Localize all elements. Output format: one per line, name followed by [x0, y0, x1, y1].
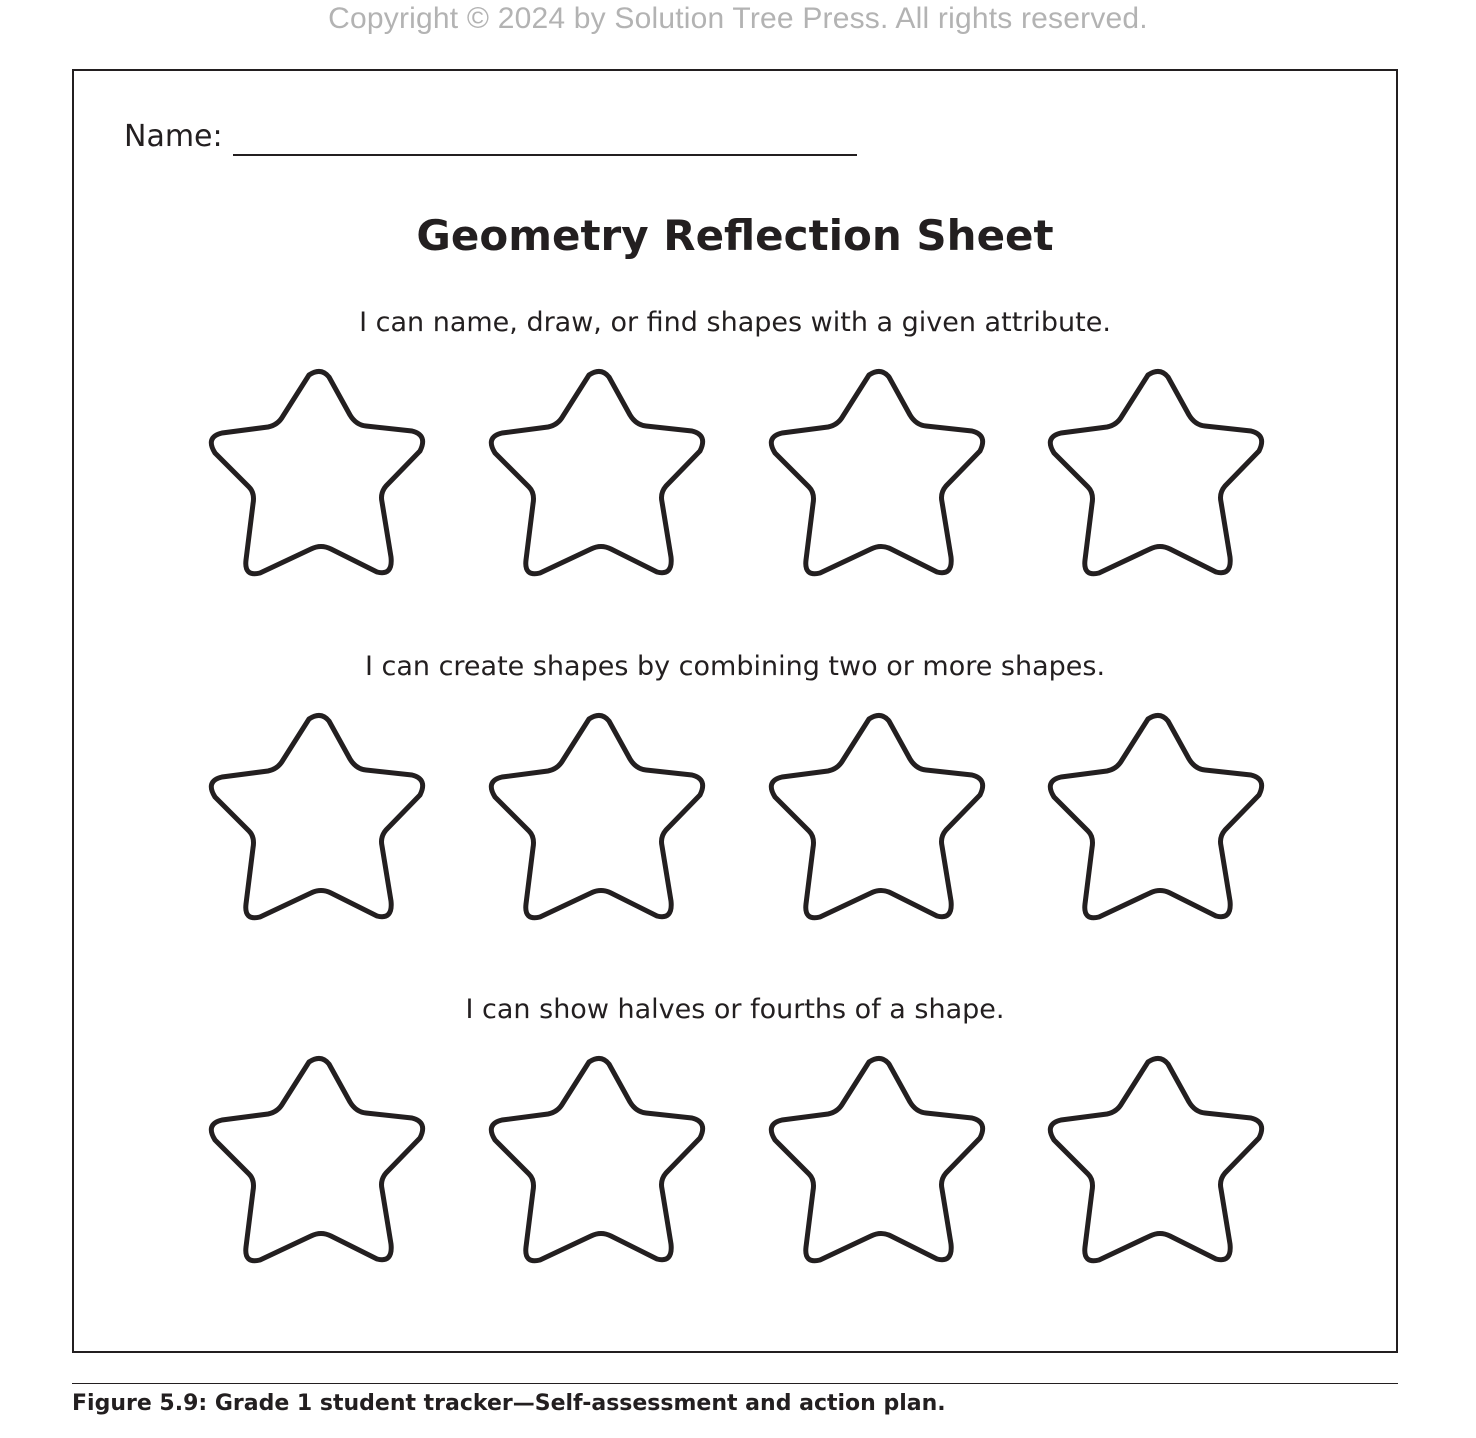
- star-icon[interactable]: [482, 1050, 712, 1265]
- name-label: Name:: [124, 119, 223, 154]
- star-icon[interactable]: [762, 1050, 992, 1265]
- star-icon[interactable]: [482, 363, 712, 578]
- star-icon[interactable]: [762, 707, 992, 922]
- star-icon[interactable]: [482, 707, 712, 922]
- statement-3: I can show halves or fourths of a shape.: [465, 994, 1005, 1025]
- star-icon[interactable]: [202, 363, 432, 578]
- star-icon[interactable]: [762, 363, 992, 578]
- copyright-notice: Copyright © 2024 by Solution Tree Press. All rights reserved.: [328, 2, 1148, 35]
- reflection-sheet: [72, 69, 1398, 1353]
- caption-divider: [72, 1383, 1398, 1384]
- figure-caption: Figure 5.9: Grade 1 student tracker—Self-assessment and action plan.: [72, 1391, 946, 1416]
- star-icon[interactable]: [202, 1050, 432, 1265]
- star-row-3: [202, 1050, 1272, 1265]
- statement-2: I can create shapes by combining two or more shapes.: [364, 651, 1106, 682]
- star-icon[interactable]: [1041, 1050, 1271, 1265]
- star-icon[interactable]: [1041, 707, 1271, 922]
- sheet-title: Geometry Reflection Sheet: [416, 211, 1054, 260]
- star-icon[interactable]: [202, 707, 432, 922]
- star-icon[interactable]: [1041, 363, 1271, 578]
- star-row-1: [202, 363, 1272, 578]
- name-blank-line[interactable]: [233, 154, 857, 156]
- name-field: [124, 117, 857, 157]
- statement-1: I can name, draw, or find shapes with a given attribute.: [359, 307, 1111, 338]
- star-row-2: [202, 707, 1272, 922]
